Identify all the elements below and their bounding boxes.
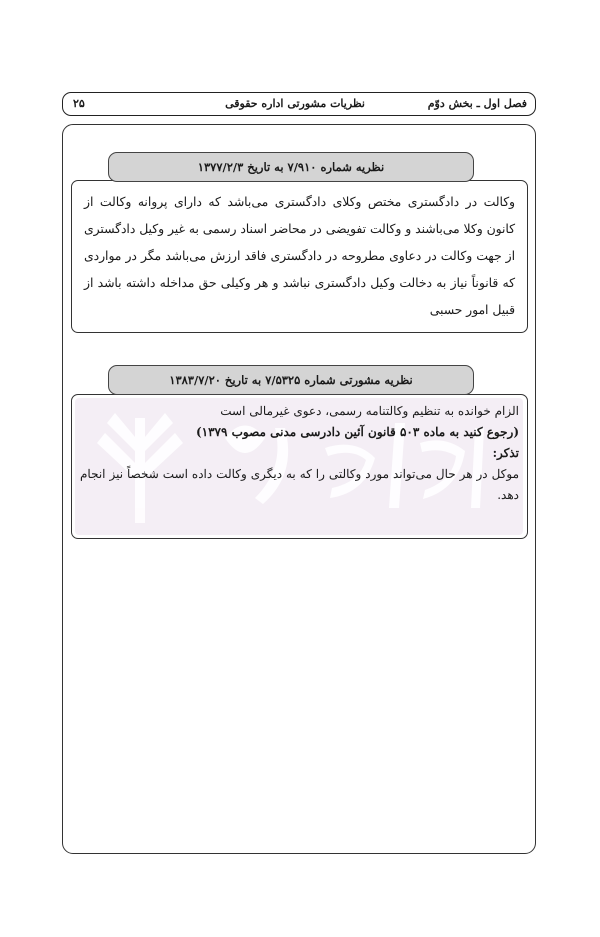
opinion2-line1: الزام خوانده به تنظیم وکالتنامه رسمی، دعوی غیرمالی است bbox=[220, 404, 519, 418]
opinion1-box bbox=[71, 180, 528, 333]
opinion2-note-label: تذکر: bbox=[492, 446, 519, 460]
opinion2-reference: (رجوع کنید به ماده ۵۰۳ قانون آئین دادرسی مدنی مصوب ۱۳۷۹) bbox=[195, 425, 519, 439]
page-number: ۲۵ bbox=[73, 97, 85, 110]
running-title: نظریات مشورتی اداره حقوقی bbox=[225, 97, 365, 110]
chapter-title: فصل اول ـ بخش دوّم bbox=[427, 97, 527, 110]
opinion2-heading: نظریه مشورتی شماره ۷/۵۳۲۵ به تاریخ ۱۳۸۳/۷/۲۰ bbox=[108, 365, 474, 395]
opinion1-body: وکالت در دادگستری مختص وکلای دادگستری می‌باشد که دارای پروانه وکالت از کانون وکلا می‌باشند و وکالت تفویضی در محاضر اسناد رسمی به غیر وکیل دادگستری از جهت وکالت در دعاوی مطروحه در دادگستری فاقد ارزش می‌باشد مگر در مواردی که قانوناً نیاز به دخالت وکیل دادگستری نباشد و هر وکیلی حق مداخله داشته باشد از قبیل امور حسبی bbox=[84, 195, 515, 317]
opinion2-note-text: موکل در هر حال می‌تواند مورد وکالتی را که به دیگری وکالت داده است شخصاً نیز انجام دهد. bbox=[80, 467, 519, 502]
opinion1-heading: نظریه شماره ۷/۹۱۰ به تاریخ ۱۳۷۷/۲/۳ bbox=[108, 152, 474, 182]
page-header bbox=[62, 92, 536, 116]
